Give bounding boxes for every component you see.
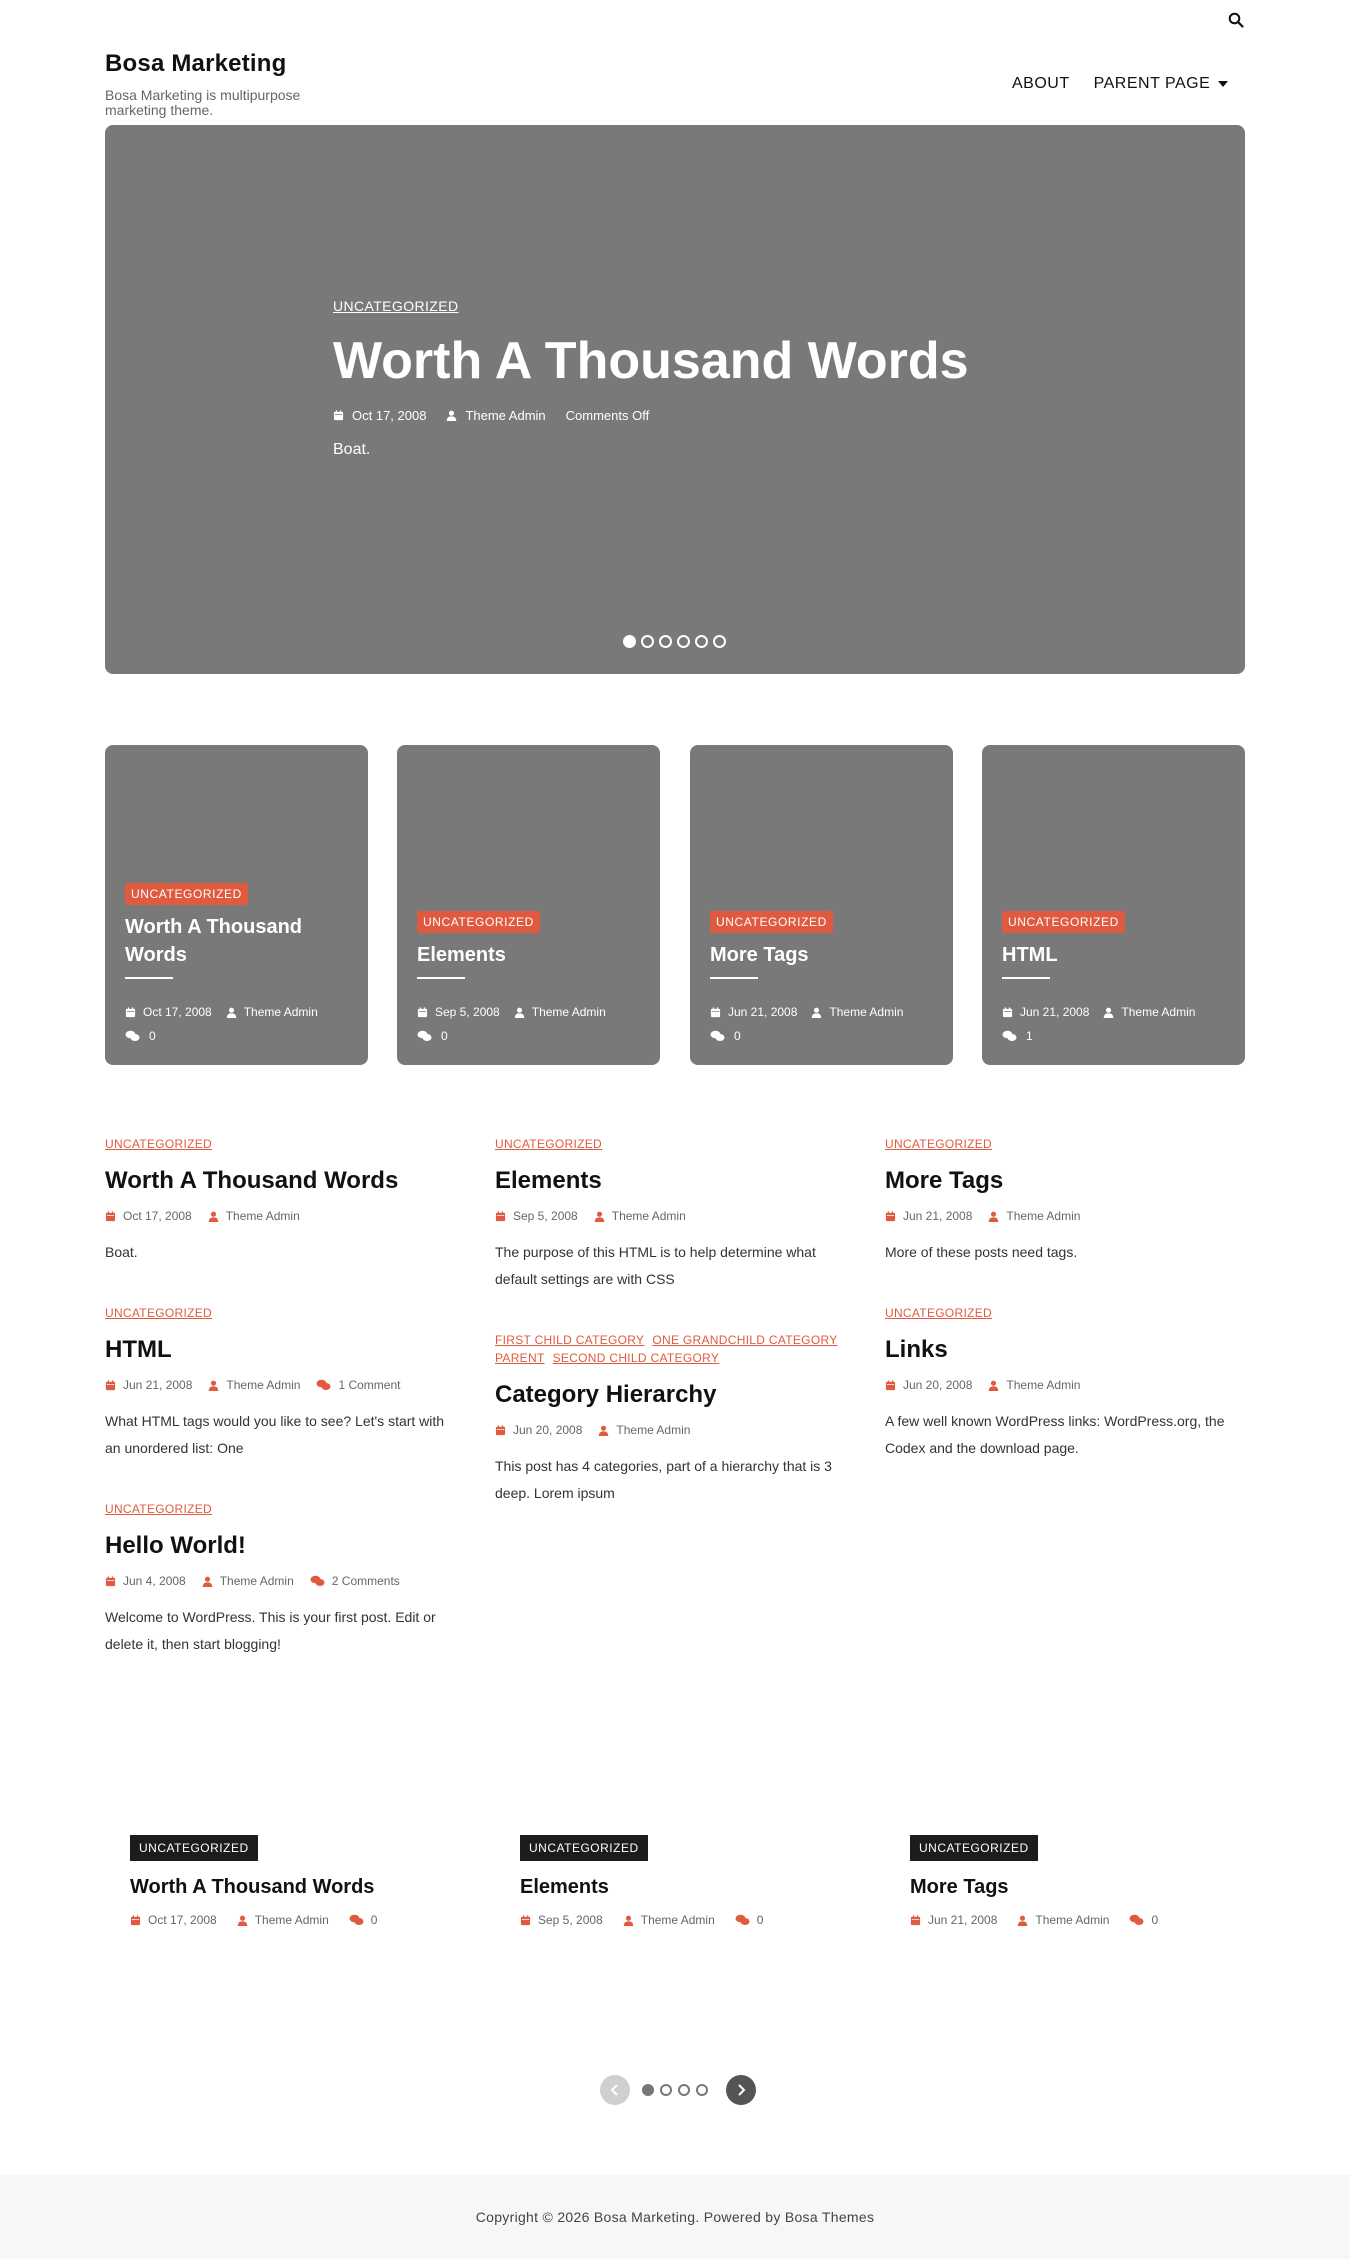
main-navigation xyxy=(1012,75,1228,93)
post-meta xyxy=(495,1209,845,1223)
post-meta xyxy=(885,1378,1235,1392)
user-icon xyxy=(202,1576,213,1587)
search-button[interactable] xyxy=(1228,12,1248,32)
card-author-text: Theme Admin xyxy=(531,1005,606,1019)
post-author[interactable] xyxy=(988,1209,1080,1223)
card-comments[interactable] xyxy=(417,1029,644,1043)
post-item xyxy=(105,1135,455,1266)
post-date[interactable] xyxy=(885,1378,972,1392)
post-author-text: Theme Admin xyxy=(616,1423,691,1437)
comments-icon xyxy=(316,1379,331,1391)
user-icon xyxy=(623,1915,634,1926)
carousel-date[interactable] xyxy=(910,1913,997,1927)
comments-icon xyxy=(417,1030,432,1042)
carousel-pagination xyxy=(600,2075,756,2105)
slider-dot[interactable] xyxy=(695,635,708,648)
card-comments-count: 0 xyxy=(441,1029,448,1043)
chevron-right-icon xyxy=(736,2084,746,2096)
post-date[interactable] xyxy=(105,1378,192,1392)
carousel-comments-count: 0 xyxy=(756,1913,764,1927)
calendar-icon xyxy=(333,410,344,421)
carousel-date[interactable] xyxy=(130,1913,217,1927)
card-date-text: Oct 17, 2008 xyxy=(143,1005,212,1019)
card-title[interactable]: Elements xyxy=(417,944,506,966)
card-meta xyxy=(1002,1005,1229,1019)
carousel-date-text: Sep 5, 2008 xyxy=(538,1913,603,1927)
post-author-text: Theme Admin xyxy=(1006,1378,1081,1392)
post-date[interactable] xyxy=(885,1209,972,1223)
user-icon xyxy=(1017,1915,1028,1926)
site-branding xyxy=(105,50,345,118)
user-icon xyxy=(598,1425,609,1436)
site-footer xyxy=(0,2175,1350,2259)
post-item xyxy=(885,1304,1235,1462)
calendar-icon xyxy=(105,1211,116,1222)
carousel-meta xyxy=(910,1913,1250,1927)
carousel-dots xyxy=(642,2084,714,2096)
post-category-link[interactable]: PARENT xyxy=(495,1351,545,1365)
slider-dot[interactable] xyxy=(677,635,690,648)
feature-cards xyxy=(105,745,1245,1065)
user-icon xyxy=(988,1211,999,1222)
carousel-comments[interactable] xyxy=(349,1913,378,1927)
user-icon xyxy=(208,1211,219,1222)
user-icon xyxy=(226,1007,237,1018)
carousel-meta xyxy=(130,1913,470,1927)
post-author[interactable] xyxy=(988,1378,1080,1392)
card-author[interactable] xyxy=(514,1005,606,1019)
post-item xyxy=(495,1135,845,1293)
carousel-dot[interactable] xyxy=(660,2084,672,2096)
hero-meta xyxy=(333,408,1033,423)
posts-column xyxy=(495,1135,845,1545)
card-divider xyxy=(710,977,758,979)
feature-card[interactable] xyxy=(397,745,660,1065)
post-title[interactable]: More Tags xyxy=(885,1167,1004,1194)
carousel-date-text: Jun 21, 2008 xyxy=(928,1913,998,1927)
calendar-icon xyxy=(495,1211,506,1222)
comments-icon xyxy=(310,1575,325,1587)
card-divider xyxy=(417,977,465,979)
card-comments-count: 0 xyxy=(149,1029,156,1043)
slider-dot[interactable] xyxy=(641,635,654,648)
post-date-text: Jun 4, 2008 xyxy=(123,1574,186,1588)
post-category-link[interactable]: UNCATEGORIZED xyxy=(885,1306,993,1320)
card-author-text: Theme Admin xyxy=(243,1005,318,1019)
hero-pagination xyxy=(623,635,731,648)
carousel-title[interactable]: More Tags xyxy=(910,1876,1009,1898)
calendar-icon xyxy=(885,1211,896,1222)
carousel-author-text: Theme Admin xyxy=(254,1913,329,1927)
hero-title[interactable]: Worth A Thousand Words xyxy=(333,332,969,390)
carousel-category-badge[interactable]: UNCATEGORIZED xyxy=(520,1835,648,1861)
carousel-author[interactable] xyxy=(623,1913,715,1927)
carousel-prev-button[interactable] xyxy=(600,2075,630,2105)
carousel-dot[interactable] xyxy=(678,2084,690,2096)
carousel-item xyxy=(910,1835,1250,1927)
calendar-icon xyxy=(910,1915,921,1926)
post-author-text: Theme Admin xyxy=(219,1574,294,1588)
post-meta xyxy=(885,1209,1235,1223)
post-excerpt: More of these posts need tags. xyxy=(885,1244,1078,1260)
post-excerpt: Welcome to WordPress. This is your first post. Edit or delete it, then start blogging! xyxy=(105,1609,436,1652)
card-divider xyxy=(125,977,173,979)
carousel-comments-count: 0 xyxy=(370,1913,378,1927)
post-categories xyxy=(495,1331,845,1367)
card-category-badge[interactable]: UNCATEGORIZED xyxy=(1002,911,1125,933)
user-icon xyxy=(208,1380,219,1391)
calendar-icon xyxy=(105,1380,116,1391)
comments-icon xyxy=(349,1914,364,1926)
card-comments[interactable] xyxy=(1002,1029,1229,1043)
carousel-dot[interactable] xyxy=(642,2084,654,2096)
post-author-text: Theme Admin xyxy=(1006,1209,1081,1223)
card-meta xyxy=(710,1005,937,1019)
comments-icon xyxy=(1129,1914,1144,1926)
post-category-link[interactable]: UNCATEGORIZED xyxy=(105,1306,213,1320)
posts-column xyxy=(105,1135,455,1696)
post-author[interactable] xyxy=(208,1378,300,1392)
user-icon xyxy=(594,1211,605,1222)
carousel-next-button[interactable] xyxy=(726,2075,756,2105)
feature-card[interactable] xyxy=(105,745,368,1065)
post-category-link[interactable]: SECOND CHILD CATEGORY xyxy=(552,1351,720,1365)
post-comments-text: 1 Comment xyxy=(338,1378,401,1392)
calendar-icon xyxy=(125,1007,136,1018)
chevron-left-icon xyxy=(610,2084,620,2096)
user-icon xyxy=(988,1380,999,1391)
slider-dot[interactable] xyxy=(623,635,636,648)
carousel-comments-count: 0 xyxy=(1151,1913,1159,1927)
card-date[interactable] xyxy=(1002,1005,1089,1019)
post-category-link[interactable]: UNCATEGORIZED xyxy=(105,1502,213,1516)
post-excerpt: What HTML tags would you like to see? Let's start with an unordered list: One xyxy=(105,1413,445,1456)
hero-content xyxy=(333,298,1033,459)
card-category-badge[interactable]: UNCATEGORIZED xyxy=(125,883,248,905)
nav-item-parent-page[interactable] xyxy=(1094,75,1229,93)
card-divider xyxy=(1002,977,1050,979)
calendar-icon xyxy=(130,1915,141,1926)
post-item xyxy=(105,1500,455,1658)
slider-dot[interactable] xyxy=(713,635,726,648)
post-date-text: Oct 17, 2008 xyxy=(123,1209,192,1223)
post-date[interactable] xyxy=(495,1423,582,1437)
post-date[interactable] xyxy=(105,1574,186,1588)
carousel-date[interactable] xyxy=(520,1913,603,1927)
user-icon xyxy=(237,1915,248,1926)
post-item xyxy=(105,1304,455,1462)
card-category-badge[interactable]: UNCATEGORIZED xyxy=(417,911,540,933)
footer-copyright: Copyright © 2026 Bosa Marketing. Powered by Bosa Themes xyxy=(475,2209,875,2225)
carousel-comments[interactable] xyxy=(735,1913,764,1927)
card-comments[interactable] xyxy=(125,1029,352,1043)
slider-dot[interactable] xyxy=(659,635,672,648)
post-title[interactable]: Elements xyxy=(495,1167,602,1194)
card-author-text: Theme Admin xyxy=(1121,1005,1196,1019)
post-category-link[interactable]: UNCATEGORIZED xyxy=(495,1137,603,1151)
comments-icon xyxy=(125,1030,140,1042)
nav-label: ABOUT xyxy=(1012,75,1070,92)
post-excerpt: This post has 4 categories, part of a hierarchy that is 3 deep. Lorem ipsum xyxy=(495,1458,832,1501)
carousel-date-text: Oct 17, 2008 xyxy=(148,1913,217,1927)
post-category-link[interactable]: ONE GRANDCHILD CATEGORY xyxy=(652,1333,838,1347)
comments-icon xyxy=(710,1030,725,1042)
caret-down-icon xyxy=(1218,81,1228,87)
post-item xyxy=(495,1331,845,1507)
post-author[interactable] xyxy=(594,1209,686,1223)
post-date-text: Jun 21, 2008 xyxy=(903,1209,973,1223)
calendar-icon xyxy=(885,1380,896,1391)
post-carousel xyxy=(105,1835,1245,1975)
post-category-link[interactable]: UNCATEGORIZED xyxy=(105,1137,213,1151)
nav-label: PARENT PAGE xyxy=(1093,75,1211,92)
site-description: Bosa Marketing is multipurpose marketing theme. xyxy=(105,87,301,118)
latest-posts xyxy=(105,1135,1245,1695)
card-meta xyxy=(125,1005,352,1019)
post-author[interactable] xyxy=(208,1209,300,1223)
post-meta xyxy=(105,1574,455,1588)
post-title[interactable]: HTML xyxy=(105,1336,172,1363)
post-date[interactable] xyxy=(495,1209,578,1223)
carousel-item xyxy=(520,1835,860,1927)
post-author-text: Theme Admin xyxy=(225,1209,300,1223)
card-title[interactable]: More Tags xyxy=(710,944,809,966)
post-date-text: Jun 20, 2008 xyxy=(513,1423,583,1437)
post-meta xyxy=(495,1423,845,1437)
post-excerpt: Boat. xyxy=(105,1244,138,1260)
calendar-icon xyxy=(417,1007,428,1018)
card-date-text: Sep 5, 2008 xyxy=(435,1005,500,1019)
post-meta xyxy=(105,1378,455,1392)
user-icon xyxy=(514,1007,525,1018)
card-comments[interactable] xyxy=(710,1029,937,1043)
post-author[interactable] xyxy=(202,1574,294,1588)
carousel-author-text: Theme Admin xyxy=(1035,1913,1110,1927)
hero-slider xyxy=(105,125,1245,674)
comments-icon xyxy=(735,1914,750,1926)
hero-category-link[interactable]: UNCATEGORIZED xyxy=(333,298,459,314)
card-date-text: Jun 21, 2008 xyxy=(728,1005,798,1019)
carousel-title[interactable]: Elements xyxy=(520,1876,609,1898)
card-author[interactable] xyxy=(811,1005,903,1019)
feature-card[interactable] xyxy=(690,745,953,1065)
post-title[interactable]: Category Hierarchy xyxy=(495,1381,717,1408)
comments-icon xyxy=(1002,1030,1017,1042)
posts-column xyxy=(885,1135,1235,1500)
feature-card[interactable] xyxy=(982,745,1245,1065)
post-title[interactable]: Worth A Thousand Words xyxy=(105,1167,399,1194)
carousel-comments[interactable] xyxy=(1129,1913,1158,1927)
card-date[interactable] xyxy=(125,1005,212,1019)
card-comments-count: 0 xyxy=(734,1029,741,1043)
carousel-title[interactable]: Worth A Thousand Words xyxy=(130,1876,375,1898)
carousel-category-badge[interactable]: UNCATEGORIZED xyxy=(130,1835,258,1861)
post-comments-text: 2 Comments xyxy=(331,1574,400,1588)
card-meta xyxy=(417,1005,644,1019)
calendar-icon xyxy=(520,1915,531,1926)
search-icon xyxy=(1228,12,1244,28)
post-date-text: Jun 21, 2008 xyxy=(123,1378,193,1392)
post-date-text: Jun 20, 2008 xyxy=(903,1378,973,1392)
user-icon xyxy=(811,1007,822,1018)
nav-item-about[interactable] xyxy=(1012,75,1070,93)
calendar-icon xyxy=(495,1425,506,1436)
post-item xyxy=(885,1135,1235,1266)
card-date[interactable] xyxy=(710,1005,797,1019)
user-icon xyxy=(446,410,457,421)
card-author[interactable] xyxy=(1103,1005,1195,1019)
post-date-text: Sep 5, 2008 xyxy=(513,1209,578,1223)
post-date[interactable] xyxy=(105,1209,192,1223)
carousel-category-badge[interactable]: UNCATEGORIZED xyxy=(910,1835,1038,1861)
card-comments-count: 1 xyxy=(1026,1029,1033,1043)
card-author[interactable] xyxy=(226,1005,318,1019)
post-comments[interactable] xyxy=(316,1378,400,1392)
card-title[interactable]: HTML xyxy=(1002,944,1058,966)
card-date-text: Jun 21, 2008 xyxy=(1020,1005,1090,1019)
card-title[interactable]: Worth A Thousand Words xyxy=(125,916,303,966)
carousel-author[interactable] xyxy=(237,1913,329,1927)
post-title[interactable]: Hello World! xyxy=(105,1532,246,1559)
post-excerpt: A few well known WordPress links: WordPress.org, the Codex and the download page. xyxy=(885,1413,1225,1456)
post-excerpt: The purpose of this HTML is to help determine what default settings are with CSS xyxy=(495,1244,816,1287)
carousel-dot[interactable] xyxy=(696,2084,708,2096)
post-meta xyxy=(105,1209,455,1223)
user-icon xyxy=(1103,1007,1114,1018)
hero-date[interactable] xyxy=(333,408,426,423)
carousel-author-text: Theme Admin xyxy=(640,1913,715,1927)
post-author-text: Theme Admin xyxy=(611,1209,686,1223)
carousel-author[interactable] xyxy=(1017,1913,1109,1927)
calendar-icon xyxy=(1002,1007,1013,1018)
post-comments[interactable] xyxy=(310,1574,400,1588)
post-category-link[interactable]: FIRST CHILD CATEGORY xyxy=(495,1333,645,1347)
carousel-meta xyxy=(520,1913,860,1927)
post-author-text: Theme Admin xyxy=(226,1378,301,1392)
calendar-icon xyxy=(105,1576,116,1587)
hero-author[interactable] xyxy=(446,408,545,423)
carousel-item xyxy=(130,1835,470,1927)
post-author[interactable] xyxy=(598,1423,690,1437)
hero-comments: Comments Off xyxy=(565,408,650,423)
calendar-icon xyxy=(710,1007,721,1018)
hero-date-text: Oct 17, 2008 xyxy=(352,408,427,423)
post-title[interactable]: Links xyxy=(885,1336,948,1363)
site-title[interactable]: Bosa Marketing xyxy=(105,50,287,77)
post-category-link[interactable]: UNCATEGORIZED xyxy=(885,1137,993,1151)
card-author-text: Theme Admin xyxy=(829,1005,904,1019)
hero-author-text: Theme Admin xyxy=(465,408,546,423)
card-category-badge[interactable]: UNCATEGORIZED xyxy=(710,911,833,933)
card-date[interactable] xyxy=(417,1005,500,1019)
hero-excerpt: Boat. xyxy=(333,441,371,458)
